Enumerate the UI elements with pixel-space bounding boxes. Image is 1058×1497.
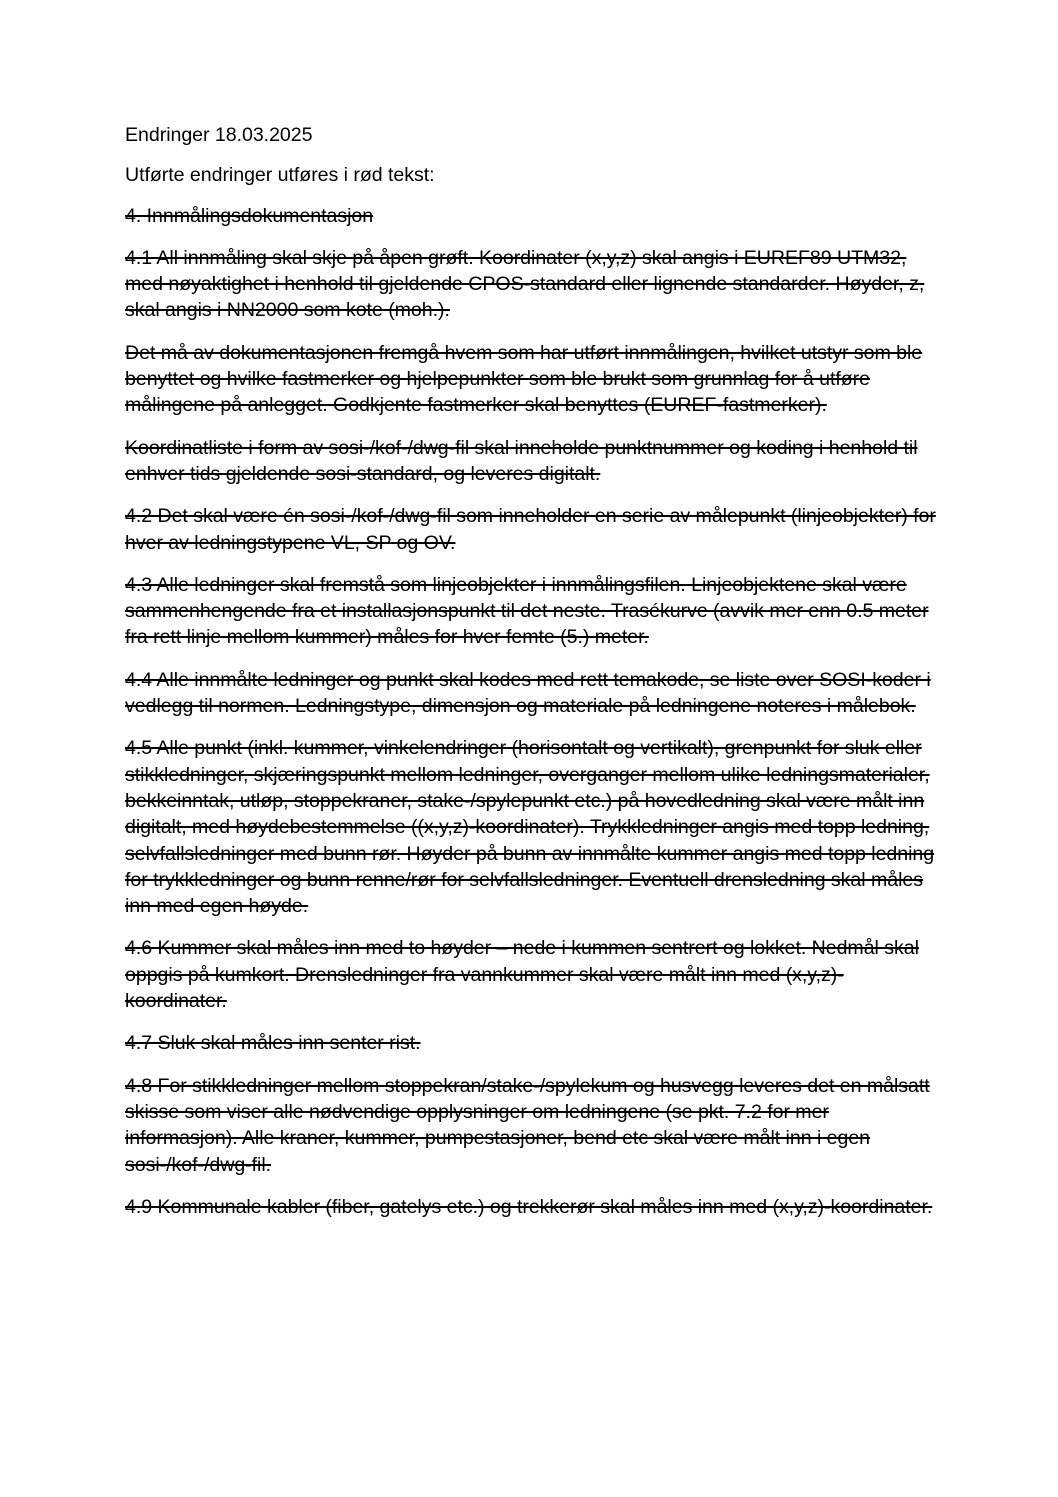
paragraph-4-2: 4.2 Det skal være én sosi-/kof-/dwg-fil som inneholder en serie av målepunkt (linjeobjekter) for hver av ledningstypene VL, SP og OV. xyxy=(125,505,936,554)
paragraph-4-8: 4.8 For stikkledninger mellom stoppekran/stake-/spylekum og husvegg leveres det en målsatt skisse som viser alle nødvendige opplysninger om ledningene (se pkt. 7.2 for mer informasjon). Alle kraner, kummer, pumpestasjoner, bend etc skal være målt inn i egen sosi-/kof-/dwg-fil. xyxy=(125,1074,930,1176)
paragraph-4-1-coordinate-list: Koordinatliste i form av sosi-/kof-/dwg-fil skal inneholde punktnummer og koding i henhold til enhver tids gjeldende sosi-standard, og leveres digitalt. xyxy=(125,436,918,485)
paragraph-4-5: 4.5 Alle punkt (inkl. kummer, vinkelendringer (horisontalt og vertikalt), grenpunkt for sluk eller stikkledninger, skjæringspunkt mellom ledninger, overganger mellom ulike ledningsmaterialer, bekkeinntak, utløp, stoppekraner, stake-/spylepunkt etc.) på hovedledning skal være målt inn digitalt, med høydebestemmelse ((x,y,z)-koordinater). Trykkledninger angis med topp ledning, selvfallsledninger med bunn rør. Høyder på bunn av innmålte kummer angis med topp ledning for trykkledninger og bunn renne/rør for selvfallsledninger. Eventuell drensledning skal måles inn med egen høyde. xyxy=(125,737,935,918)
paragraph-4-7: 4.7 Sluk skal måles inn senter rist. xyxy=(125,1032,421,1055)
document-date-heading: Endringer 18.03.2025 xyxy=(125,124,313,146)
paragraph-4-9: 4.9 Kommunale kabler (fiber, gatelys etc.) og trekkerør skal måles inn med (x,y,z)-koordinater. xyxy=(125,1195,933,1218)
section-heading-4: 4. Innmålingsdokumentasjon xyxy=(125,204,374,227)
paragraph-4-6: 4.6 Kummer skal måles inn med to høyder – nede i kummen sentrert og lokket. Nedmål skal oppgis på kumkort. Drensledninger fra vannkummer skal være målt inn med (x,y,z)-koordinater. xyxy=(125,937,919,1013)
document-change-note: Utførte endringer utføres i rød tekst: xyxy=(125,164,435,187)
document-body xyxy=(125,122,937,1236)
paragraph-4-1: 4.1 All innmåling skal skje på åpen grøft. Koordinater (x,y,z) skal angis i EUREF89 UTM32, med nøyaktighet i henhold til gjeldende CPOS-standard eller lignende standarder. Høyder, z, skal angis i NN2000 som kote (moh.). xyxy=(125,246,925,322)
paragraph-4-4: 4.4 Alle innmålte ledninger og punkt skal kodes med rett temakode, se liste over SOSI-koder i vedlegg til normen. Ledningstype, dimensjon og materiale på ledningene noteres i målebok. xyxy=(125,668,931,718)
paragraph-4-3: 4.3 Alle ledninger skal fremstå som linjeobjekter i innmålingsfilen. Linjeobjektene skal være sammenhengende fra et installasjonspunkt til det neste. Trasékurve (avvik mer enn 0.5 meter fra rett linje mellom kummer) måles for hver femte (5.) meter. xyxy=(125,573,929,649)
paragraph-4-1-documentation: Det må av dokumentasjonen fremgå hvem som har utført innmålingen, hvilket utstyr som ble benyttet og hvilke fastmerker og hjelpepunkter som ble brukt som grunnlag for å utføre målingene på anlegget. Godkjente fastmerker skal benyttes (EUREF-fastmerker). xyxy=(125,341,923,417)
